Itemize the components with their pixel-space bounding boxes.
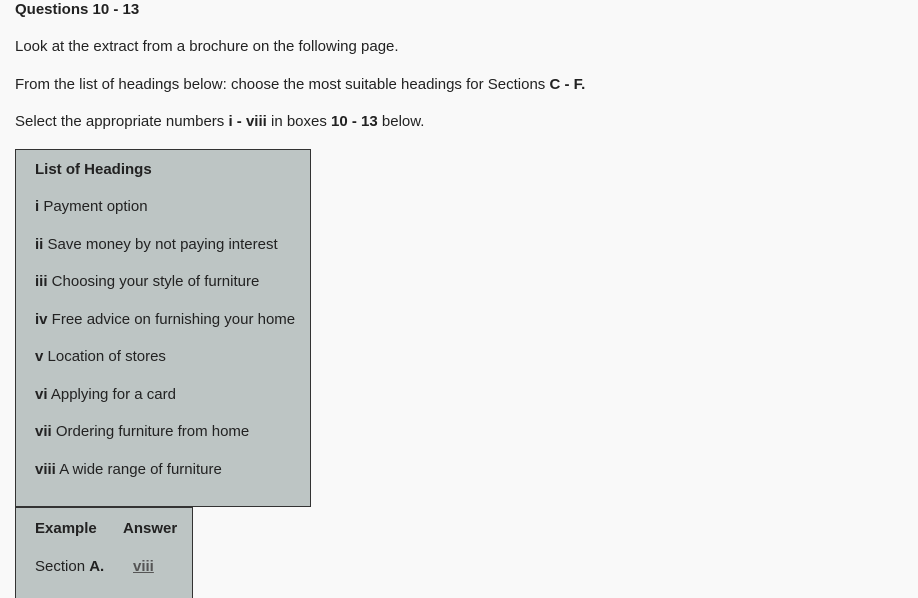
heading-item: [35, 348, 166, 365]
heading-number: i: [35, 198, 40, 215]
sections-range: C - F.: [549, 76, 586, 93]
section-prefix: Section: [35, 558, 90, 575]
list-of-headings-box: [15, 149, 311, 507]
section-letter: A.: [89, 558, 105, 575]
example-box: [15, 507, 193, 598]
instruction-line-1: Look at the extract from a brochure on the following page.: [15, 38, 399, 55]
heading-number: vii: [35, 423, 52, 440]
heading-text: Payment option: [39, 198, 148, 215]
heading-item: [35, 461, 222, 478]
numbers-range: i - viii: [228, 113, 267, 130]
instruction-line-3-suffix: below.: [377, 113, 425, 130]
heading-text: Save money by not paying interest: [43, 236, 278, 253]
heading-text: Location of stores: [43, 348, 166, 365]
heading-text: Free advice on furnishing your home: [47, 311, 296, 328]
instruction-line-3-mid: in boxes: [266, 113, 332, 130]
example-label: Example: [35, 520, 97, 537]
heading-number: viii: [35, 461, 56, 478]
heading-number: ii: [35, 236, 44, 253]
instruction-line-3-text: Select the appropriate numbers: [15, 113, 229, 130]
heading-item: [35, 236, 278, 253]
instruction-line-2: [15, 76, 585, 93]
heading-text: Applying for a card: [47, 386, 176, 403]
answer-label: Answer: [123, 520, 178, 537]
instruction-line-2-text: From the list of headings below: choose the most suitable headings for Sections: [15, 76, 550, 93]
heading-number: vi: [35, 386, 48, 403]
example-section: [35, 558, 104, 575]
heading-item: [35, 423, 249, 440]
heading-number: iv: [35, 311, 48, 328]
heading-item: [35, 273, 259, 290]
instruction-line-3: [15, 113, 424, 130]
headings-title: List of Headings: [35, 161, 152, 178]
heading-item: [35, 311, 295, 328]
heading-text: Ordering furniture from home: [51, 423, 250, 440]
example-answer-value: viii: [133, 558, 154, 575]
heading-number: iii: [35, 273, 48, 290]
heading-item: [35, 386, 176, 403]
heading-text: Choosing your style of furniture: [47, 273, 260, 290]
question-title: Questions 10 - 13: [15, 1, 140, 18]
boxes-range: 10 - 13: [331, 113, 378, 130]
heading-text: A wide range of furniture: [55, 461, 222, 478]
heading-number: v: [35, 348, 44, 365]
heading-item: [35, 198, 148, 215]
